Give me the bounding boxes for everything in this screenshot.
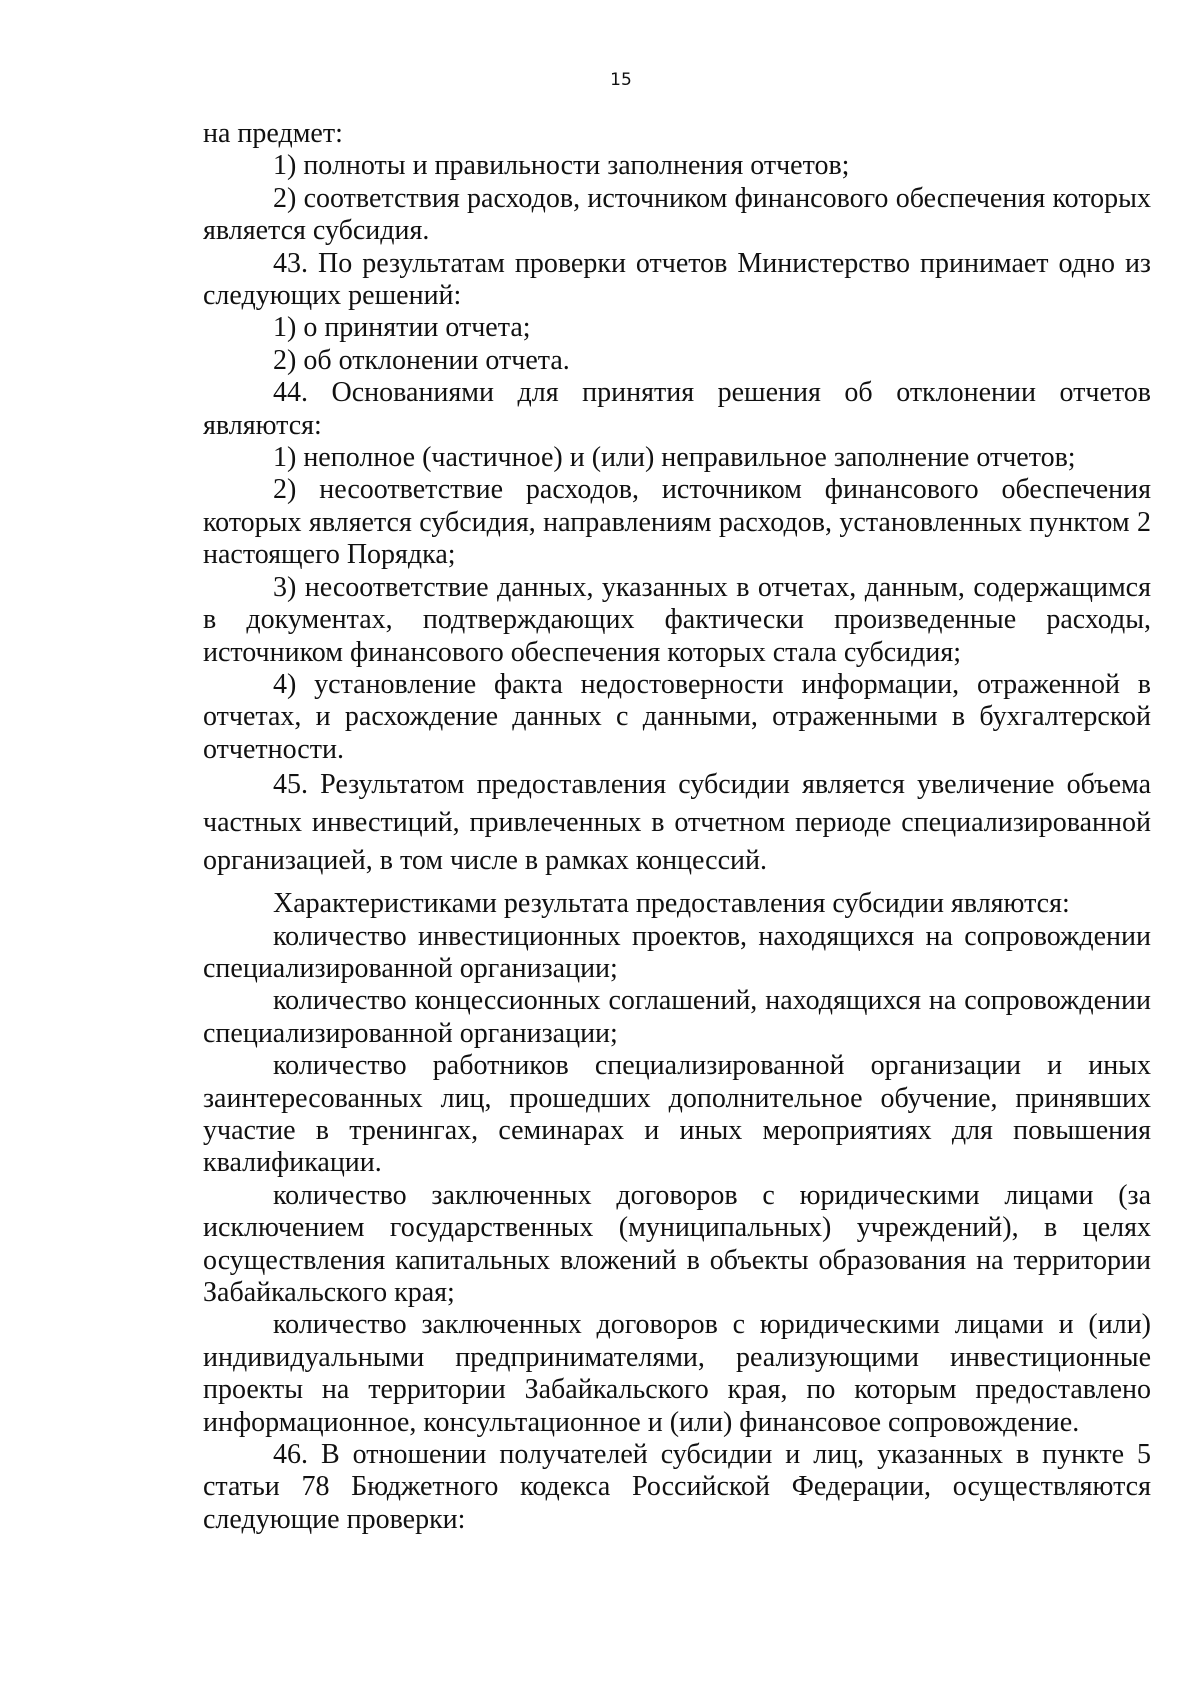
paragraph: 1) о принятии отчета; bbox=[273, 312, 531, 344]
paragraph: 1) полноты и правильности заполнения отчетов; bbox=[273, 150, 850, 182]
paragraph: 2) об отклонении отчета. bbox=[273, 344, 570, 376]
paragraph: количество работников специализированной организации и иных заинтересованных лиц, прошедших дополнительное обучение, принявших участие в тренингах, семинарах и иных мероприятиях для повышения квалификации. bbox=[203, 1050, 1151, 1179]
paragraph: 1) неполное (частичное) и (или) неправильное заполнение отчетов; bbox=[273, 442, 1076, 474]
paragraph: количество заключенных договоров с юридическими лицами (за исключением государственных (муниципальных) учреждений), в целях осуществления капитальных вложений в объекты образования на территории Забайкальского края; bbox=[203, 1179, 1151, 1308]
page-number: 15 bbox=[610, 70, 632, 90]
paragraph: количество инвестиционных проектов, находящихся на сопровождении специализированной организации; bbox=[203, 920, 1151, 984]
paragraph: 2) соответствия расходов, источником финансового обеспечения которых является субсидия. bbox=[203, 182, 1151, 247]
paragraph: количество заключенных договоров с юридическими лицами и (или) индивидуальными предпринимателями, реализующими инвестиционные проекты на территории Забайкальского края, по которым предоставлено информационное, консультационное и (или) финансовое сопровождение. bbox=[203, 1309, 1151, 1438]
document-body bbox=[203, 118, 1151, 1536]
paragraph: 2) несоответствие расходов, источником финансового обеспечения которых является субсидия, направлениям расходов, установленных пунктом 2 настоящего Порядка; bbox=[203, 474, 1151, 571]
paragraph: 4) установление факта недостоверности информации, отраженной в отчетах, и расхождение данных с данными, отраженными в бухгалтерской отчетности. bbox=[203, 668, 1151, 765]
paragraph: 3) несоответствие данных, указанных в отчетах, данным, содержащимся в документах, подтверждающих фактически произведенные расходы, источником финансового обеспечения которых стала субсидия; bbox=[203, 571, 1151, 668]
paragraph: 43. По результатам проверки отчетов Министерство принимает одно из следующих решений: bbox=[203, 247, 1151, 312]
paragraph: 44. Основаниями для принятия решения об отклонении отчетов являются: bbox=[203, 377, 1151, 441]
paragraph: на предмет: bbox=[203, 118, 343, 149]
paragraph: количество концессионных соглашений, находящихся на сопровождении специализированной организации; bbox=[203, 985, 1151, 1049]
paragraph: 45. Результатом предоставления субсидии является увеличение объема частных инвестиций, привлеченных в отчетном периоде специализированной организацией, в том числе в рамках концессий. bbox=[203, 769, 1151, 877]
paragraph: Характеристиками результата предоставления субсидии являются: bbox=[273, 888, 1070, 920]
paragraph: 46. В отношении получателей субсидии и лиц, указанных в пункте 5 статьи 78 Бюджетного кодекса Российской Федерации, осуществляются следующие проверки: bbox=[203, 1439, 1151, 1535]
